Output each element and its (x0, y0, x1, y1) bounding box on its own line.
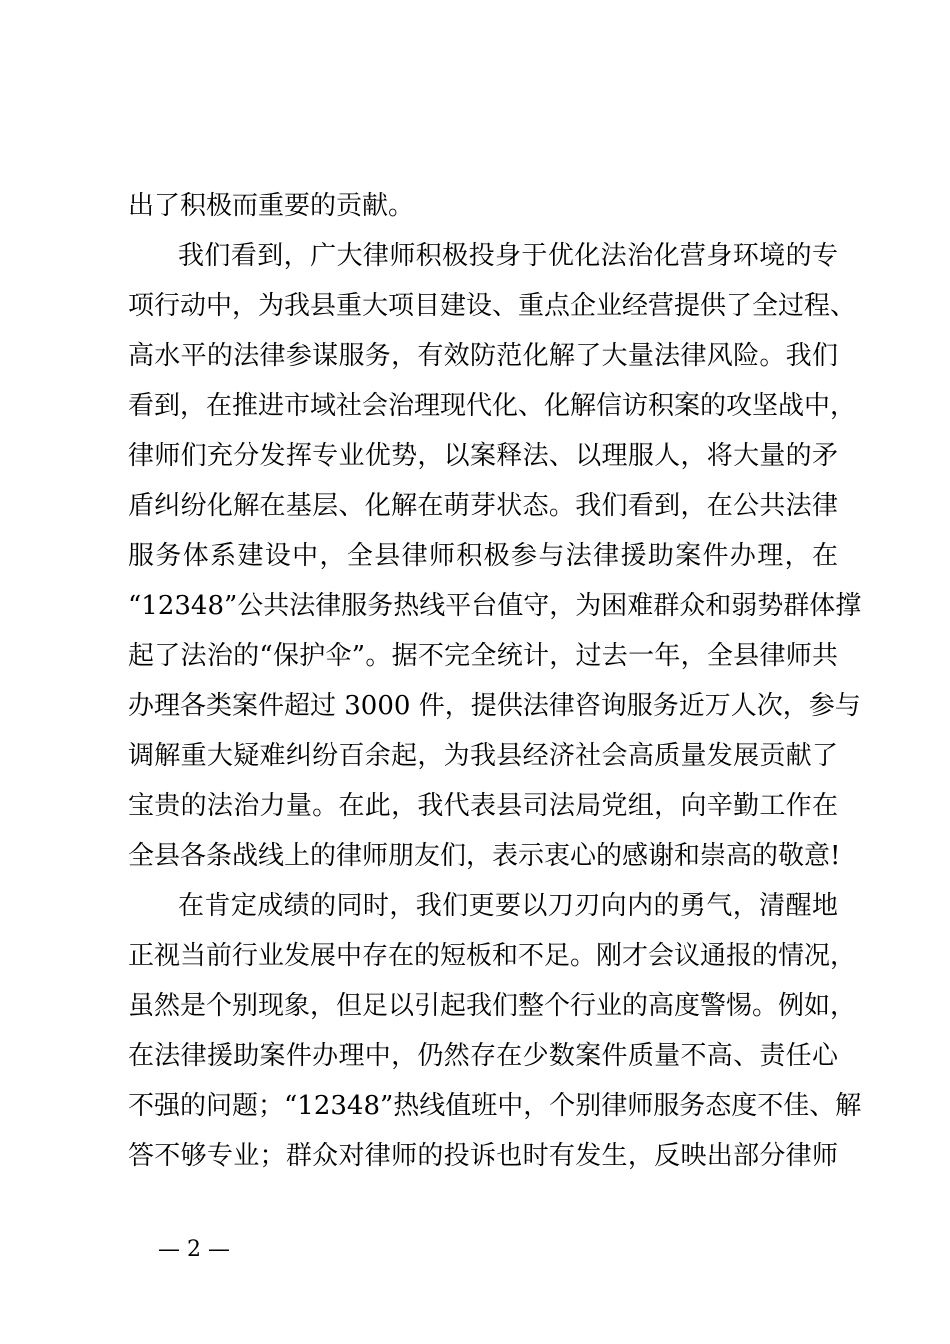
body-text-line: 正视当前行业发展中存在的短板和不足。刚才会议通报的情况， (128, 941, 857, 971)
body-text-line: 调解重大疑难纠纷百余起，为我县经济社会高质量发展贡献了 (128, 741, 838, 771)
body-text-line: 项行动中，为我县重大项目建设、重点企业经营提供了全过程、 (128, 291, 857, 321)
paragraph-first-line: 我们看到，广大律师积极投身于优化法治化营身环境的专 (178, 241, 838, 271)
body-text-line: 律师们充分发挥专业优势，以案释法、以理服人，将大量的矛 (128, 441, 838, 471)
body-text-line: 高水平的法律参谋服务，有效防范化解了大量法律风险。我们 (128, 341, 838, 371)
body-text-line: 出了积极而重要的贡献。 (128, 191, 415, 221)
body-text-line: 起了法治的“保护伞”。据不完全统计，过去一年，全县律师共 (128, 641, 838, 671)
body-text-line: 在法律援助案件办理中，仍然存在少数案件质量不高、责任心 (128, 1041, 838, 1071)
body-text-line: 答不够专业；群众对律师的投诉也时有发生，反映出部分律师 (128, 1141, 838, 1171)
body-text-line: 服务体系建设中，全县律师积极参与法律援助案件办理，在 (128, 541, 838, 571)
body-text-line: 全县各条战线上的律师朋友们，表示衷心的感谢和崇高的敬意! (128, 841, 841, 871)
body-text-line: “12348”公共法律服务热线平台值守，为困难群众和弱势群体撑 (128, 591, 862, 621)
body-text-line: 宝贵的法治力量。在此，我代表县司法局党组，向辛勤工作在 (128, 791, 838, 821)
body-text-line: 虽然是个别现象，但足以引起我们整个行业的高度警惕。例如， (128, 991, 857, 1021)
page-number: — 2 — (158, 1237, 230, 1262)
body-text-line: 盾纠纷化解在基层、化解在萌芽状态。我们看到，在公共法律 (128, 491, 838, 521)
body-text-line: 办理各类案件超过 3000 件，提供法律咨询服务近万人次，参与 (128, 691, 861, 721)
body-text-line: 不强的问题；“12348”热线值班中，个别律师服务态度不佳、解 (128, 1091, 862, 1121)
body-text-line: 看到，在推进市域社会治理现代化、化解信访积案的攻坚战中， (128, 391, 857, 421)
paragraph-first-line: 在肯定成绩的同时，我们更要以刀刃向内的勇气，清醒地 (178, 891, 838, 921)
